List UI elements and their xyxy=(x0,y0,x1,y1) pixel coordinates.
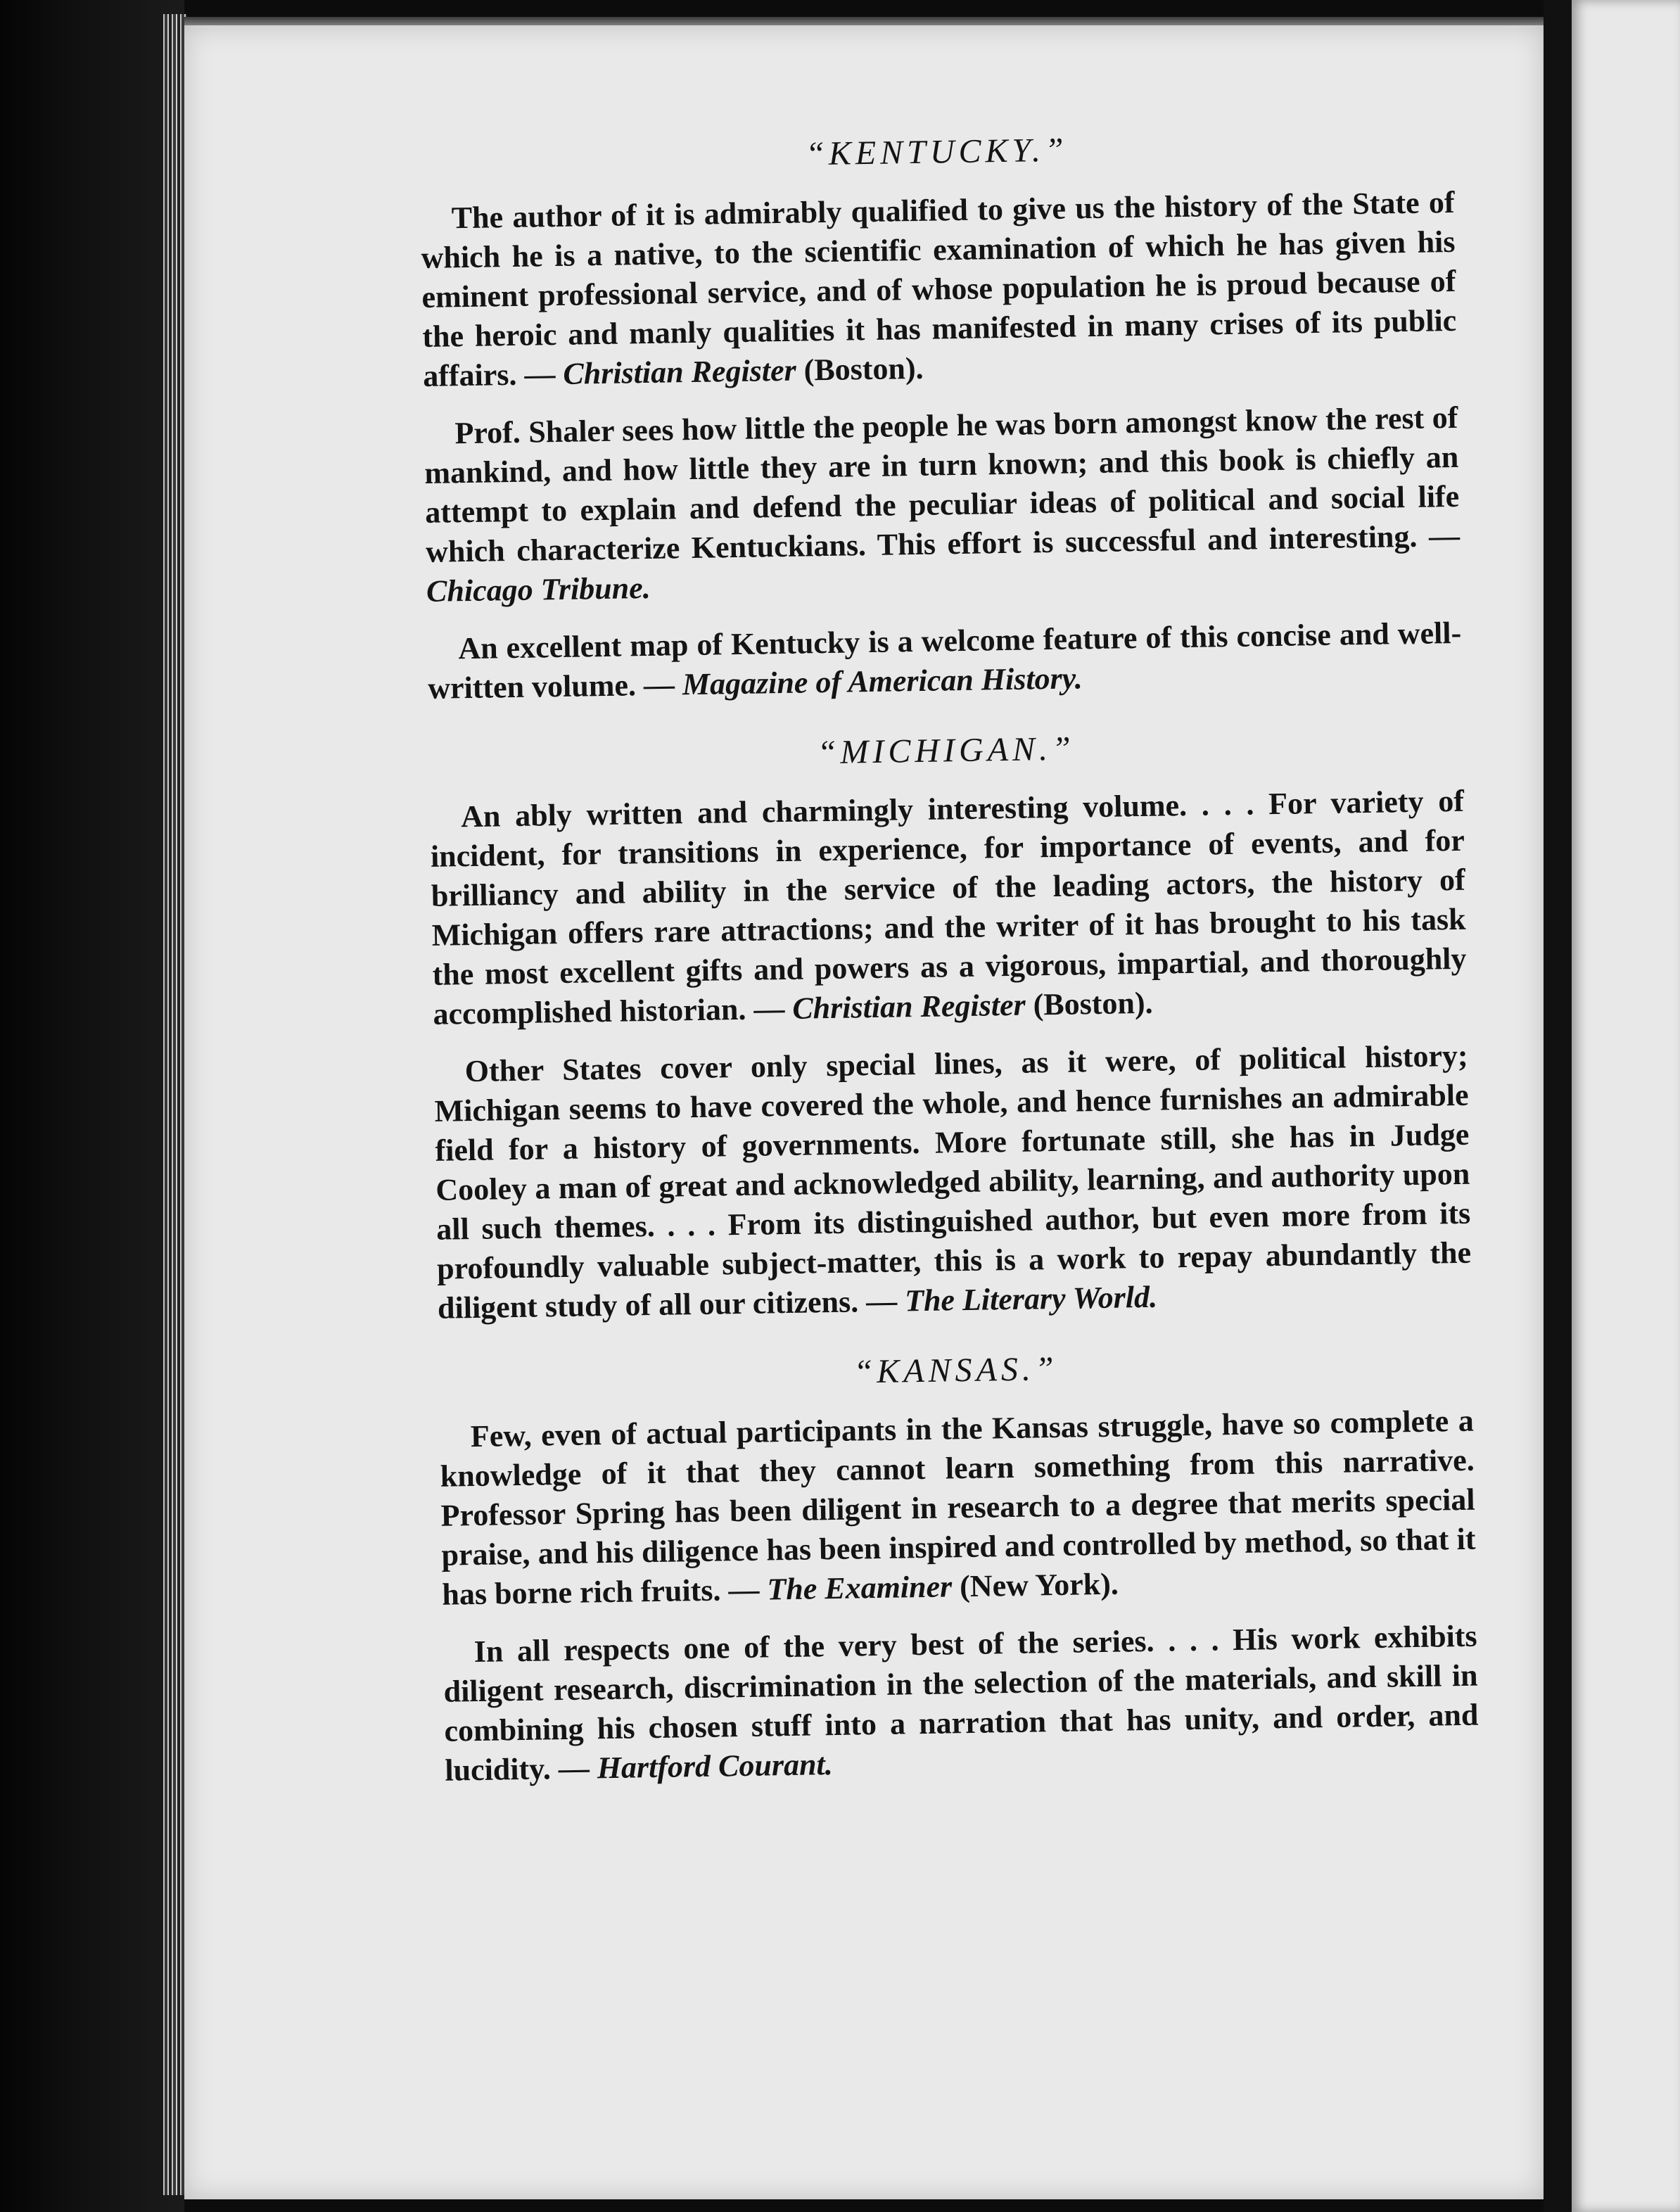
page-content xyxy=(419,125,1479,1822)
review-paragraph xyxy=(433,1036,1472,1328)
review-source: The Examiner xyxy=(767,1569,953,1607)
review-text: Few, even of actual participants in the Kansas struggle, have so complete a knowledge of it that they cannot learn something from this narrative. Professor Spring has been diligent in research to a degree that merits special praise, and his diligence has been inspired and controlled by method, so that it has borne rich fruits. — xyxy=(440,1403,1476,1612)
section-kentucky xyxy=(419,125,1462,708)
review-source-note: (New York). xyxy=(951,1566,1119,1604)
review-source: Christian Register xyxy=(791,987,1026,1026)
review-source: Magazine of American History. xyxy=(682,661,1083,702)
section-kansas xyxy=(438,1343,1479,1791)
review-source: Christian Register xyxy=(563,352,797,391)
section-michigan xyxy=(428,723,1472,1328)
review-paragraph xyxy=(443,1617,1479,1791)
review-source-note: (Boston). xyxy=(1025,985,1153,1022)
review-text: The author of it is admirably qualified to give us the history of the State of which he is a native, to the scientific examination of which he has given his eminent professional service, and of whose population he is proud because of the heroic and manly qualities it has manifested in many crises of its public affairs. — xyxy=(421,184,1457,393)
review-paragraph xyxy=(427,614,1463,708)
review-source: The Literary World. xyxy=(904,1279,1158,1318)
book-page-edges xyxy=(163,14,187,2195)
facing-page-edge xyxy=(1572,0,1680,2212)
review-paragraph xyxy=(430,782,1468,1034)
review-paragraph xyxy=(420,183,1457,396)
review-source: Chicago Tribune. xyxy=(426,570,651,609)
section-title: “KANSAS.” xyxy=(853,1349,1058,1391)
review-text: Other States cover only special lines, as it were, of political history; Michigan seems to have covered the whole, and hence furnishes an admirable field for a history of governments. More fortunate still, she has in Judge Cooley a man of great and acknowledged ability, learning, and authority upon all such themes. . . . From its distinguished author, but even more from its profoundly valuable subject-matter, this is a work to repay abundantly the diligent study of all our citizens. — xyxy=(434,1038,1472,1326)
review-text: An excellent map of Kentucky is a welcome feature of this concise and well-written volume. — xyxy=(427,615,1462,706)
section-title: “MICHIGAN.” xyxy=(817,730,1076,772)
section-title: “KENTUCKY.” xyxy=(805,131,1068,173)
review-paragraph xyxy=(424,398,1461,611)
review-source: Hartford Courant. xyxy=(597,1747,834,1786)
review-paragraph xyxy=(440,1401,1477,1615)
review-text: An ably written and charmingly interesting volume. . . . For variety of incident, for transitions in experience, for importance of events, and for brilliancy and ability in the service of the leading actors, the history of Michigan offers rare attractions; and the writer of it has brought to his task the most excellent gifts and powers as a vigorous, impartial, and thoroughly accomplished historian. — xyxy=(430,783,1467,1031)
review-text: In all respects one of the very best of the series. . . . His work exhibits diligent research, discrimination in the selection of the materials, and skill in combining his chosen stuff into a narration that has unity, and order, and lucidity. — xyxy=(443,1618,1479,1788)
review-text: Prof. Shaler sees how little the people he was born amongst know the rest of mankind, and how little they are in turn known; and this book is chiefly an attempt to explain and defend the peculiar ideas of political and social life which characterize Kentuckians. This effort is successful and interesting. — xyxy=(424,400,1461,569)
book-gutter xyxy=(1544,0,1572,2212)
review-source-note: (Boston). xyxy=(796,350,924,388)
scan-background-left xyxy=(0,0,184,2212)
